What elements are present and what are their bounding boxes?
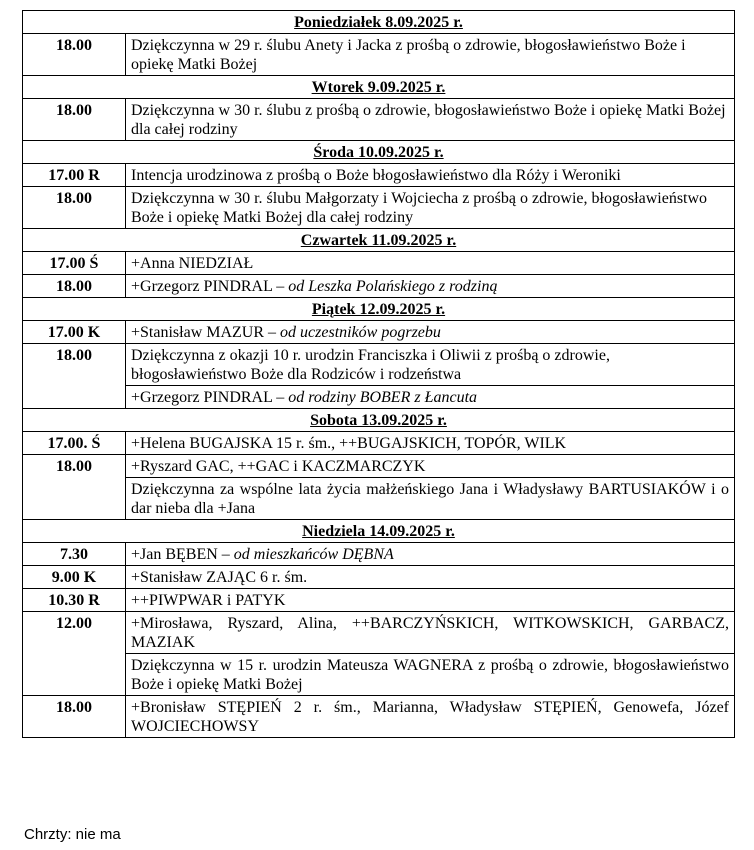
intention-text: +Helena BUGAJSKA 15 r. śm., ++BUGAJSKICH, TOPÓR, WILK <box>131 435 567 452</box>
intention-cell <box>126 321 735 344</box>
day-heading: Sobota 13.09.2025 r. <box>23 409 735 432</box>
intention-cell <box>126 99 735 141</box>
intention-text: +Anna NIEDZIAŁ <box>131 255 254 272</box>
intention-cell <box>126 344 735 386</box>
mass-time: 17.00 R <box>23 164 126 187</box>
mass-time: 18.00 <box>23 34 126 76</box>
intention-row <box>23 432 735 455</box>
schedule-body <box>23 11 735 738</box>
intention-row <box>23 566 735 589</box>
mass-time: 17.00 Ś <box>23 252 126 275</box>
intention-text: +Grzegorz PINDRAL <box>131 278 273 295</box>
intention-text: Dziękczynna w 30 r. ślubu z prośbą o zdrowie, błogosławieństwo Boże i opiekę Matki Bożej dla całej rodziny <box>131 102 726 138</box>
baptisms-note: Chrzty: nie ma <box>24 826 121 843</box>
intention-text: +Ryszard GAC, ++GAC i KACZMARCZYK <box>131 458 426 475</box>
day-heading: Poniedziałek 8.09.2025 r. <box>23 11 735 34</box>
day-header-row <box>23 298 735 321</box>
intention-donor: – od mieszkańców DĘBNA <box>221 546 394 563</box>
mass-time: 9.00 K <box>23 566 126 589</box>
intention-row <box>23 654 735 696</box>
mass-time: 18.00 <box>23 187 126 229</box>
intention-cell <box>126 696 735 738</box>
mass-time: 18.00 <box>23 696 126 738</box>
intention-cell <box>126 455 735 478</box>
intention-row <box>23 275 735 298</box>
intention-text: +Jan BĘBEN <box>131 546 218 563</box>
day-heading: Piątek 12.09.2025 r. <box>23 298 735 321</box>
intention-donor: – od uczestników pogrzebu <box>268 324 441 341</box>
day-header-row <box>23 141 735 164</box>
intention-row <box>23 99 735 141</box>
intention-text: +Mirosława, Ryszard, Alina, ++BARCZYŃSKICH, WITKOWSKICH, GARBACZ, MAZIAK <box>131 615 729 651</box>
intention-row <box>23 386 735 409</box>
intention-cell <box>126 252 735 275</box>
mass-intentions-table <box>22 10 735 738</box>
mass-time: 7.30 <box>23 543 126 566</box>
intention-text: +Bronisław STĘPIEŃ 2 r. śm., Marianna, Władysław STĘPIEŃ, Genowefa, Józef WOJCIECHOWSY <box>131 699 729 735</box>
mass-time: 17.00. Ś <box>23 432 126 455</box>
intention-row <box>23 34 735 76</box>
mass-time: 17.00 K <box>23 321 126 344</box>
intention-row <box>23 478 735 520</box>
mass-time: 12.00 <box>23 612 126 696</box>
intention-cell <box>126 478 735 520</box>
intention-text: +Grzegorz PINDRAL <box>131 389 273 406</box>
intention-cell <box>126 386 735 409</box>
intention-row <box>23 252 735 275</box>
intention-row <box>23 321 735 344</box>
day-header-row <box>23 520 735 543</box>
intention-donor: – od rodziny BOBER z Łancuta <box>276 389 478 406</box>
day-heading: Wtorek 9.09.2025 r. <box>23 76 735 99</box>
intention-row <box>23 612 735 654</box>
day-heading: Niedziela 14.09.2025 r. <box>23 520 735 543</box>
intention-cell <box>126 566 735 589</box>
intention-text: Dziękczynna w 29 r. ślubu Anety i Jacka z prośbą o zdrowie, błogosławieństwo Boże i opiekę Matki Bożej <box>131 37 686 73</box>
intention-row <box>23 543 735 566</box>
intention-text: +Stanisław MAZUR <box>131 324 265 341</box>
day-header-row <box>23 76 735 99</box>
intention-text: ++PIWPWAR i PATYK <box>131 592 286 609</box>
intention-text: Dziękczynna w 15 r. urodzin Mateusza WAGNERA z prośbą o zdrowie, błogosławieństwo Boże i opiekę Matki Bożej <box>131 657 729 693</box>
mass-time: 18.00 <box>23 99 126 141</box>
day-heading: Środa 10.09.2025 r. <box>23 141 735 164</box>
intention-row <box>23 164 735 187</box>
intention-text: Dziękczynna za wspólne lata życia małżeńskiego Jana i Władysławy BARTUSIAKÓW i o dar nieba dla +Jana <box>131 481 729 517</box>
intention-text: +Stanisław ZAJĄC 6 r. śm. <box>131 569 308 586</box>
mass-time: 18.00 <box>23 455 126 520</box>
intention-cell <box>126 589 735 612</box>
intention-row <box>23 187 735 229</box>
intention-cell <box>126 275 735 298</box>
intention-cell <box>126 187 735 229</box>
intention-cell <box>126 34 735 76</box>
mass-time: 18.00 <box>23 344 126 409</box>
intention-row <box>23 589 735 612</box>
intention-donor: – od Leszka Polańskiego z rodziną <box>276 278 498 295</box>
intention-row <box>23 455 735 478</box>
mass-time: 18.00 <box>23 275 126 298</box>
intention-text: Intencja urodzinowa z prośbą o Boże błogosławieństwo dla Róży i Weroniki <box>131 167 621 184</box>
day-header-row <box>23 409 735 432</box>
intention-text: Dziękczynna z okazji 10 r. urodzin Franciszka i Oliwii z prośbą o zdrowie, błogosławieństwo Boże dla Rodziców i rodzeństwa <box>131 347 610 383</box>
day-header-row <box>23 11 735 34</box>
intention-cell <box>126 654 735 696</box>
day-header-row <box>23 229 735 252</box>
day-heading: Czwartek 11.09.2025 r. <box>23 229 735 252</box>
intention-cell <box>126 432 735 455</box>
intention-text: Dziękczynna w 30 r. ślubu Małgorzaty i Wojciecha z prośbą o zdrowie, błogosławieństwo Boże i opiekę Matki Bożej dla całej rodziny <box>131 190 708 226</box>
intention-cell <box>126 543 735 566</box>
mass-time: 10.30 R <box>23 589 126 612</box>
intention-cell <box>126 612 735 654</box>
intention-cell <box>126 164 735 187</box>
intention-row <box>23 344 735 386</box>
intention-row <box>23 696 735 738</box>
